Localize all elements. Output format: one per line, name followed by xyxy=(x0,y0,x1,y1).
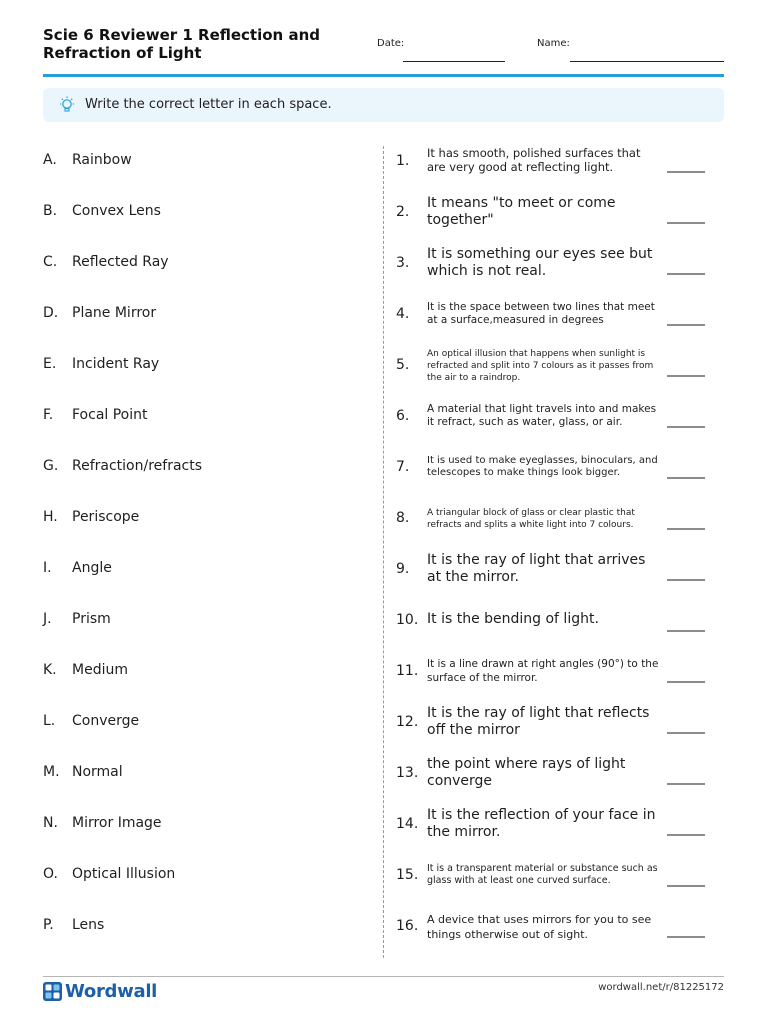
question-item xyxy=(396,299,711,345)
answer-blank[interactable] xyxy=(667,681,705,683)
question-number: 4. xyxy=(396,306,410,322)
term-name: Periscope xyxy=(72,509,140,525)
lightbulb-icon xyxy=(58,96,76,114)
question-number: 12. xyxy=(396,714,419,730)
term-letter: H. xyxy=(43,509,58,525)
term-name: Reflected Ray xyxy=(72,254,169,270)
header-divider xyxy=(43,74,724,77)
question-number: 1. xyxy=(396,153,410,169)
question-item xyxy=(396,554,711,600)
name-label: Name: xyxy=(537,38,570,49)
term-item xyxy=(43,293,363,333)
term-name: Converge xyxy=(72,713,140,729)
question-number: 5. xyxy=(396,357,410,373)
term-item xyxy=(43,497,363,537)
term-letter: I. xyxy=(43,560,52,576)
term-letter: E. xyxy=(43,356,57,372)
term-letter: K. xyxy=(43,662,57,678)
term-letter: G. xyxy=(43,458,59,474)
term-item xyxy=(43,344,363,384)
term-name: Prism xyxy=(72,611,111,627)
term-letter: D. xyxy=(43,305,59,321)
term-item xyxy=(43,854,363,894)
term-item xyxy=(43,446,363,486)
question-number: 9. xyxy=(396,561,410,577)
answer-blank[interactable] xyxy=(667,936,705,938)
question-number: 13. xyxy=(396,765,419,781)
question-text: It is a line drawn at right angles (90°) to the surface of the mirror. xyxy=(427,658,659,684)
term-letter: J. xyxy=(43,611,52,627)
answer-blank[interactable] xyxy=(667,171,705,173)
term-item xyxy=(43,701,363,741)
instruction-banner xyxy=(43,88,724,122)
question-text: It is a transparent material or substance such as glass with at least one curved surface. xyxy=(427,863,658,886)
source-url[interactable]: wordwall.net/r/81225172 xyxy=(598,982,724,993)
term-letter: P. xyxy=(43,917,54,933)
term-item xyxy=(43,599,363,639)
term-item xyxy=(43,140,363,180)
question-item xyxy=(396,197,711,243)
question-item xyxy=(396,656,711,702)
question-number: 11. xyxy=(396,663,419,679)
question-item xyxy=(396,605,711,651)
term-letter: O. xyxy=(43,866,58,882)
worksheet-header xyxy=(43,26,724,76)
question-number: 6. xyxy=(396,408,410,424)
question-item xyxy=(396,350,711,396)
term-item xyxy=(43,548,363,588)
term-name: Mirror Image xyxy=(72,815,162,831)
term-name: Plane Mirror xyxy=(72,305,157,321)
worksheet-title: Scie 6 Reviewer 1 Reflection and Refraction of Light xyxy=(43,26,320,62)
term-item xyxy=(43,191,363,231)
answer-blank[interactable] xyxy=(667,579,705,581)
question-number: 15. xyxy=(396,867,419,883)
question-text: An optical illusion that happens when sunlight is refracted and split into 7 colours as it passes from the air to a raindrop. xyxy=(427,349,654,383)
question-text: A device that uses mirrors for you to see things otherwise out of sight. xyxy=(427,913,652,941)
question-number: 10. xyxy=(396,612,419,628)
term-item xyxy=(43,752,363,792)
term-name: Angle xyxy=(72,560,112,576)
term-name: Convex Lens xyxy=(72,203,161,219)
question-text: It is the reflection of your face in the mirror. xyxy=(427,807,656,840)
term-letter: F. xyxy=(43,407,54,423)
term-name: Incident Ray xyxy=(72,356,160,372)
column-divider xyxy=(383,146,384,958)
question-item xyxy=(396,809,711,855)
question-text: It is the ray of light that arrives at the mirror. xyxy=(427,552,646,585)
question-number: 14. xyxy=(396,816,419,832)
footer-divider xyxy=(43,976,724,977)
question-text: It is something our eyes see but which is not real. xyxy=(427,246,653,279)
question-text: It is the bending of light. xyxy=(427,611,599,627)
instruction-text: Write the correct letter in each space. xyxy=(85,97,332,112)
question-text: It is used to make eyeglasses, binoculars, and telescopes to make things look bigger. xyxy=(427,455,658,478)
question-item xyxy=(396,401,711,447)
answer-blank[interactable] xyxy=(667,885,705,887)
answer-blank[interactable] xyxy=(667,630,705,632)
term-name: Medium xyxy=(72,662,128,678)
name-field-line xyxy=(570,61,724,62)
question-item xyxy=(396,146,711,192)
question-number: 7. xyxy=(396,459,410,475)
question-item xyxy=(396,707,711,753)
term-name: Lens xyxy=(72,917,105,933)
question-item xyxy=(396,452,711,498)
question-text: A triangular block of glass or clear plastic that refracts and splits a white light into 7 colours. xyxy=(427,508,635,530)
term-item xyxy=(43,905,363,945)
question-item xyxy=(396,860,711,906)
term-letter: B. xyxy=(43,203,58,219)
term-item xyxy=(43,650,363,690)
question-text: It means "to meet or come together" xyxy=(427,195,616,228)
question-item xyxy=(396,758,711,804)
term-item xyxy=(43,395,363,435)
wordwall-logo-icon xyxy=(43,982,62,1001)
answer-blank[interactable] xyxy=(667,732,705,734)
answer-blank[interactable] xyxy=(667,273,705,275)
term-letter: N. xyxy=(43,815,58,831)
answer-blank[interactable] xyxy=(667,324,705,326)
term-item xyxy=(43,803,363,843)
date-label: Date: xyxy=(377,38,405,49)
term-name: Normal xyxy=(72,764,123,780)
answer-blank[interactable] xyxy=(667,222,705,224)
question-item xyxy=(396,503,711,549)
answer-blank[interactable] xyxy=(667,834,705,836)
question-number: 2. xyxy=(396,204,410,220)
wordwall-logo xyxy=(43,981,158,1002)
answer-blank[interactable] xyxy=(667,426,705,428)
answer-blank[interactable] xyxy=(667,528,705,530)
question-text: the point where rays of light converge xyxy=(427,756,626,789)
date-field-line xyxy=(403,61,505,62)
term-letter: C. xyxy=(43,254,58,270)
question-text: It is the space between two lines that meet at a surface,measured in degrees xyxy=(427,301,655,326)
term-name: Focal Point xyxy=(72,407,148,423)
question-item xyxy=(396,911,711,957)
term-letter: M. xyxy=(43,764,60,780)
answer-blank[interactable] xyxy=(667,477,705,479)
term-letter: L. xyxy=(43,713,56,729)
term-name: Optical Illusion xyxy=(72,866,176,882)
question-number: 16. xyxy=(396,918,419,934)
term-item xyxy=(43,242,363,282)
question-text: It is the ray of light that reflects off the mirror xyxy=(427,705,650,738)
question-number: 8. xyxy=(396,510,410,526)
answer-blank[interactable] xyxy=(667,375,705,377)
question-text: A material that light travels into and makes it refract, such as water, glass, or air. xyxy=(427,403,657,428)
term-letter: A. xyxy=(43,152,57,168)
term-name: Rainbow xyxy=(72,152,132,168)
question-number: 3. xyxy=(396,255,410,271)
term-name: Refraction/refracts xyxy=(72,458,203,474)
answer-blank[interactable] xyxy=(667,783,705,785)
logo-text: Wordwall xyxy=(65,981,158,1002)
question-text: It has smooth, polished surfaces that are very good at reflecting light. xyxy=(427,146,641,174)
question-item xyxy=(396,248,711,294)
